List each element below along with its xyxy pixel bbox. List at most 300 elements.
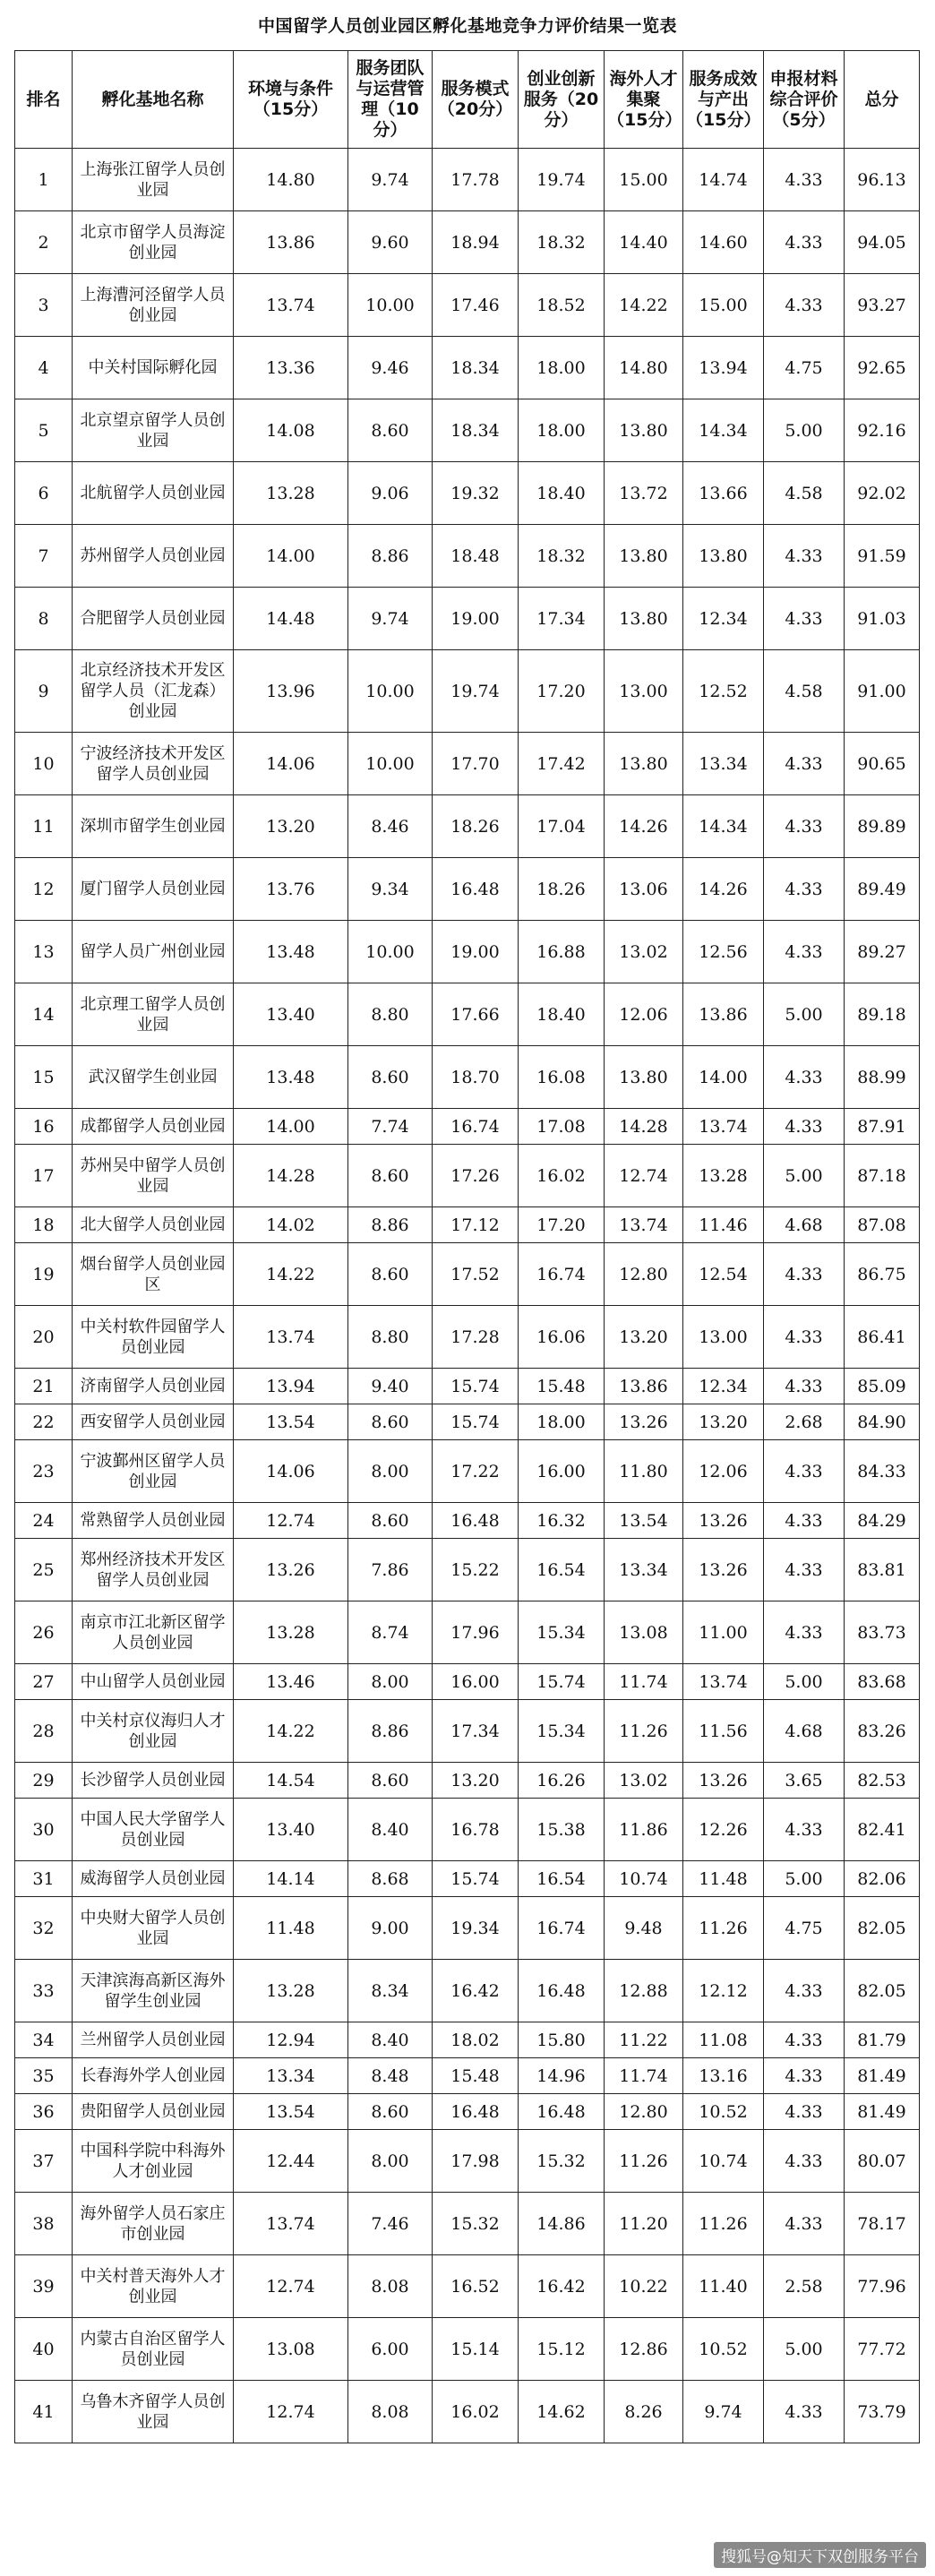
table-row (15, 2022, 920, 2058)
cell-result: 13.16 (683, 2058, 764, 2094)
table-row (15, 2193, 920, 2255)
cell-env: 13.74 (234, 2193, 348, 2255)
cell-name: 北京经济技术开发区留学人员（汇龙森）创业园 (73, 650, 234, 733)
cell-name: 长沙留学人员创业园 (73, 1763, 234, 1799)
table-row (15, 1799, 920, 1861)
cell-report: 2.58 (764, 2255, 845, 2318)
cell-total: 80.07 (845, 2130, 920, 2193)
cell-innovation: 16.74 (519, 1897, 605, 1960)
cell-innovation: 16.06 (519, 1306, 605, 1369)
cell-team: 8.86 (348, 1700, 433, 1763)
cell-team: 10.00 (348, 733, 433, 795)
cell-result: 12.06 (683, 1440, 764, 1503)
cell-report: 4.33 (764, 1046, 845, 1109)
cell-report: 4.33 (764, 2058, 845, 2094)
cell-result: 13.26 (683, 1539, 764, 1601)
cell-talent: 13.54 (605, 1503, 683, 1539)
cell-env: 13.40 (234, 983, 348, 1046)
cell-report: 4.33 (764, 274, 845, 337)
cell-report: 4.33 (764, 858, 845, 921)
cell-talent: 12.80 (605, 2094, 683, 2130)
cell-team: 8.00 (348, 1440, 433, 1503)
cell-env: 13.28 (234, 462, 348, 525)
header-env: 环境与条件（15分） (234, 51, 348, 149)
cell-talent: 14.28 (605, 1109, 683, 1145)
cell-innovation: 15.34 (519, 1601, 605, 1664)
cell-env: 13.26 (234, 1539, 348, 1601)
cell-innovation: 15.12 (519, 2318, 605, 2381)
cell-env: 13.86 (234, 211, 348, 274)
cell-env: 14.22 (234, 1243, 348, 1306)
header-result: 服务成效与产出（15分） (683, 51, 764, 149)
cell-team: 9.06 (348, 462, 433, 525)
cell-mode: 17.34 (433, 1700, 519, 1763)
cell-total: 73.79 (845, 2381, 920, 2443)
cell-talent: 14.22 (605, 274, 683, 337)
table-row (15, 525, 920, 588)
cell-result: 12.54 (683, 1243, 764, 1306)
cell-name: 北航留学人员创业园 (73, 462, 234, 525)
cell-team: 8.48 (348, 2058, 433, 2094)
cell-rank: 15 (15, 1046, 73, 1109)
cell-rank: 11 (15, 795, 73, 858)
cell-rank: 19 (15, 1243, 73, 1306)
cell-talent: 13.02 (605, 921, 683, 983)
cell-result: 14.34 (683, 795, 764, 858)
cell-rank: 1 (15, 149, 73, 211)
cell-report: 4.33 (764, 2094, 845, 2130)
cell-mode: 18.94 (433, 211, 519, 274)
cell-mode: 16.48 (433, 2094, 519, 2130)
cell-team: 8.60 (348, 1404, 433, 1440)
cell-team: 10.00 (348, 650, 433, 733)
table-row (15, 211, 920, 274)
cell-innovation: 17.20 (519, 650, 605, 733)
cell-report: 4.33 (764, 1539, 845, 1601)
cell-env: 14.48 (234, 588, 348, 650)
cell-report: 4.33 (764, 733, 845, 795)
table-row (15, 2255, 920, 2318)
cell-result: 13.74 (683, 1664, 764, 1700)
cell-result: 13.86 (683, 983, 764, 1046)
cell-env: 13.46 (234, 1664, 348, 1700)
cell-rank: 12 (15, 858, 73, 921)
table-row (15, 2094, 920, 2130)
table-row (15, 1046, 920, 1109)
cell-env: 11.48 (234, 1897, 348, 1960)
cell-total: 81.79 (845, 2022, 920, 2058)
cell-total: 85.09 (845, 1369, 920, 1404)
cell-report: 4.33 (764, 1243, 845, 1306)
table-row (15, 983, 920, 1046)
cell-name: 乌鲁木齐留学人员创业园 (73, 2381, 234, 2443)
cell-result: 11.40 (683, 2255, 764, 2318)
table-row (15, 1503, 920, 1539)
table-body (15, 149, 920, 2443)
cell-env: 14.14 (234, 1861, 348, 1897)
cell-innovation: 16.32 (519, 1503, 605, 1539)
cell-env: 12.74 (234, 2381, 348, 2443)
cell-total: 94.05 (845, 211, 920, 274)
cell-team: 8.60 (348, 1243, 433, 1306)
header-total: 总分 (845, 51, 920, 149)
cell-env: 14.54 (234, 1763, 348, 1799)
cell-total: 89.89 (845, 795, 920, 858)
cell-team: 10.00 (348, 921, 433, 983)
cell-name: 成都留学人员创业园 (73, 1109, 234, 1145)
cell-env: 13.76 (234, 858, 348, 921)
cell-innovation: 17.08 (519, 1109, 605, 1145)
cell-innovation: 16.00 (519, 1440, 605, 1503)
cell-total: 91.00 (845, 650, 920, 733)
cell-rank: 10 (15, 733, 73, 795)
cell-total: 96.13 (845, 149, 920, 211)
cell-innovation: 18.40 (519, 983, 605, 1046)
table-row (15, 650, 920, 733)
cell-name: 内蒙古自治区留学人员创业园 (73, 2318, 234, 2381)
watermark: 搜狐号@知天下双创服务平台 (714, 2542, 926, 2568)
cell-rank: 38 (15, 2193, 73, 2255)
cell-rank: 40 (15, 2318, 73, 2381)
cell-report: 4.75 (764, 1897, 845, 1960)
cell-team: 7.74 (348, 1109, 433, 1145)
cell-innovation: 16.48 (519, 2094, 605, 2130)
cell-rank: 4 (15, 337, 73, 399)
cell-rank: 14 (15, 983, 73, 1046)
cell-result: 11.56 (683, 1700, 764, 1763)
cell-result: 13.34 (683, 733, 764, 795)
table-row (15, 795, 920, 858)
cell-rank: 9 (15, 650, 73, 733)
cell-talent: 13.74 (605, 1207, 683, 1243)
cell-talent: 13.34 (605, 1539, 683, 1601)
cell-name: 长春海外学人创业园 (73, 2058, 234, 2094)
cell-innovation: 16.42 (519, 2255, 605, 2318)
table-row (15, 337, 920, 399)
cell-env: 14.02 (234, 1207, 348, 1243)
cell-talent: 13.06 (605, 858, 683, 921)
cell-innovation: 16.54 (519, 1861, 605, 1897)
table-row (15, 149, 920, 211)
cell-report: 4.33 (764, 588, 845, 650)
cell-rank: 41 (15, 2381, 73, 2443)
cell-mode: 19.00 (433, 921, 519, 983)
cell-innovation: 18.26 (519, 858, 605, 921)
cell-report: 5.00 (764, 1145, 845, 1207)
header-report: 申报材料综合评价（5分） (764, 51, 845, 149)
cell-name: 贵阳留学人员创业园 (73, 2094, 234, 2130)
cell-name: 苏州吴中留学人员创业园 (73, 1145, 234, 1207)
cell-env: 12.74 (234, 1503, 348, 1539)
cell-team: 9.74 (348, 588, 433, 650)
cell-name: 中关村普天海外人才创业园 (73, 2255, 234, 2318)
cell-total: 82.41 (845, 1799, 920, 1861)
cell-name: 上海漕河泾留学人员创业园 (73, 274, 234, 337)
header-name: 孵化基地名称 (73, 51, 234, 149)
cell-mode: 13.20 (433, 1763, 519, 1799)
cell-env: 13.34 (234, 2058, 348, 2094)
cell-team: 7.86 (348, 1539, 433, 1601)
cell-rank: 25 (15, 1539, 73, 1601)
cell-env: 13.48 (234, 1046, 348, 1109)
cell-innovation: 16.54 (519, 1539, 605, 1601)
cell-env: 12.74 (234, 2255, 348, 2318)
header-rank: 排名 (15, 51, 73, 149)
header-team: 服务团队与运营管理（10分） (348, 51, 433, 149)
cell-name: 中国人民大学留学人员创业园 (73, 1799, 234, 1861)
cell-innovation: 15.74 (519, 1664, 605, 1700)
cell-innovation: 18.00 (519, 337, 605, 399)
cell-talent: 11.22 (605, 2022, 683, 2058)
table-row (15, 921, 920, 983)
table-row (15, 2058, 920, 2094)
cell-talent: 13.80 (605, 1046, 683, 1109)
cell-team: 9.74 (348, 149, 433, 211)
cell-rank: 30 (15, 1799, 73, 1861)
cell-total: 87.18 (845, 1145, 920, 1207)
cell-innovation: 15.34 (519, 1700, 605, 1763)
cell-team: 9.46 (348, 337, 433, 399)
cell-result: 15.00 (683, 274, 764, 337)
cell-mode: 15.22 (433, 1539, 519, 1601)
cell-innovation: 18.32 (519, 211, 605, 274)
cell-team: 9.40 (348, 1369, 433, 1404)
header-innovation: 创业创新服务（20分） (519, 51, 605, 149)
cell-report: 5.00 (764, 399, 845, 462)
table-row (15, 1306, 920, 1369)
cell-report: 4.33 (764, 525, 845, 588)
table-row (15, 274, 920, 337)
cell-env: 13.54 (234, 2094, 348, 2130)
cell-result: 11.00 (683, 1601, 764, 1664)
cell-total: 82.05 (845, 1960, 920, 2022)
cell-rank: 22 (15, 1404, 73, 1440)
cell-report: 4.75 (764, 337, 845, 399)
cell-name: 济南留学人员创业园 (73, 1369, 234, 1404)
cell-result: 14.26 (683, 858, 764, 921)
cell-rank: 31 (15, 1861, 73, 1897)
cell-result: 14.00 (683, 1046, 764, 1109)
cell-total: 88.99 (845, 1046, 920, 1109)
cell-report: 4.58 (764, 650, 845, 733)
cell-team: 8.80 (348, 1306, 433, 1369)
cell-rank: 17 (15, 1145, 73, 1207)
cell-rank: 32 (15, 1897, 73, 1960)
cell-total: 77.96 (845, 2255, 920, 2318)
table-row (15, 2130, 920, 2193)
cell-team: 8.40 (348, 2022, 433, 2058)
cell-talent: 10.74 (605, 1861, 683, 1897)
cell-name: 武汉留学生创业园 (73, 1046, 234, 1109)
cell-mode: 19.74 (433, 650, 519, 733)
cell-mode: 15.48 (433, 2058, 519, 2094)
cell-env: 13.96 (234, 650, 348, 733)
cell-report: 4.33 (764, 1601, 845, 1664)
header-talent: 海外人才集聚（15分） (605, 51, 683, 149)
cell-rank: 39 (15, 2255, 73, 2318)
cell-total: 84.90 (845, 1404, 920, 1440)
cell-total: 86.41 (845, 1306, 920, 1369)
cell-name: 北京理工留学人员创业园 (73, 983, 234, 1046)
cell-talent: 13.80 (605, 733, 683, 795)
cell-mode: 15.74 (433, 1404, 519, 1440)
cell-innovation: 14.86 (519, 2193, 605, 2255)
cell-innovation: 14.96 (519, 2058, 605, 2094)
table-row (15, 1861, 920, 1897)
cell-total: 77.72 (845, 2318, 920, 2381)
cell-talent: 13.00 (605, 650, 683, 733)
cell-talent: 10.22 (605, 2255, 683, 2318)
cell-rank: 36 (15, 2094, 73, 2130)
cell-result: 10.52 (683, 2094, 764, 2130)
cell-team: 8.60 (348, 1503, 433, 1539)
cell-innovation: 14.62 (519, 2381, 605, 2443)
cell-report: 4.33 (764, 211, 845, 274)
cell-mode: 16.42 (433, 1960, 519, 2022)
cell-rank: 34 (15, 2022, 73, 2058)
cell-name: 中国科学院中科海外人才创业园 (73, 2130, 234, 2193)
cell-mode: 17.98 (433, 2130, 519, 2193)
cell-total: 82.06 (845, 1861, 920, 1897)
cell-rank: 20 (15, 1306, 73, 1369)
cell-talent: 14.40 (605, 211, 683, 274)
cell-mode: 18.34 (433, 399, 519, 462)
cell-env: 12.94 (234, 2022, 348, 2058)
cell-mode: 16.48 (433, 1503, 519, 1539)
cell-result: 10.52 (683, 2318, 764, 2381)
cell-talent: 11.74 (605, 2058, 683, 2094)
cell-mode: 18.26 (433, 795, 519, 858)
cell-total: 90.65 (845, 733, 920, 795)
cell-talent: 14.26 (605, 795, 683, 858)
cell-innovation: 16.74 (519, 1243, 605, 1306)
cell-rank: 26 (15, 1601, 73, 1664)
cell-innovation: 16.02 (519, 1145, 605, 1207)
cell-innovation: 18.00 (519, 1404, 605, 1440)
cell-talent: 12.80 (605, 1243, 683, 1306)
cell-team: 8.46 (348, 795, 433, 858)
cell-mode: 17.28 (433, 1306, 519, 1369)
header-row (15, 51, 920, 149)
cell-report: 5.00 (764, 1664, 845, 1700)
cell-mode: 19.00 (433, 588, 519, 650)
cell-innovation: 19.74 (519, 149, 605, 211)
cell-mode: 15.32 (433, 2193, 519, 2255)
cell-innovation: 15.32 (519, 2130, 605, 2193)
cell-rank: 13 (15, 921, 73, 983)
cell-result: 12.34 (683, 588, 764, 650)
cell-mode: 16.78 (433, 1799, 519, 1861)
cell-mode: 17.12 (433, 1207, 519, 1243)
cell-talent: 11.26 (605, 1700, 683, 1763)
cell-team: 8.68 (348, 1861, 433, 1897)
cell-talent: 11.74 (605, 1664, 683, 1700)
table-row (15, 1763, 920, 1799)
cell-result: 13.74 (683, 1109, 764, 1145)
cell-env: 13.20 (234, 795, 348, 858)
cell-env: 13.74 (234, 274, 348, 337)
cell-mode: 17.66 (433, 983, 519, 1046)
cell-innovation: 15.80 (519, 2022, 605, 2058)
cell-rank: 18 (15, 1207, 73, 1243)
cell-innovation: 15.38 (519, 1799, 605, 1861)
cell-env: 13.08 (234, 2318, 348, 2381)
cell-env: 13.28 (234, 1960, 348, 2022)
cell-total: 87.91 (845, 1109, 920, 1145)
cell-result: 13.80 (683, 525, 764, 588)
cell-env: 13.36 (234, 337, 348, 399)
cell-report: 5.00 (764, 2318, 845, 2381)
cell-talent: 13.80 (605, 525, 683, 588)
cell-report: 4.33 (764, 149, 845, 211)
cell-mode: 17.78 (433, 149, 519, 211)
table-row (15, 1369, 920, 1404)
cell-rank: 24 (15, 1503, 73, 1539)
table-row (15, 1243, 920, 1306)
cell-mode: 18.02 (433, 2022, 519, 2058)
cell-rank: 37 (15, 2130, 73, 2193)
cell-total: 92.65 (845, 337, 920, 399)
cell-talent: 13.26 (605, 1404, 683, 1440)
cell-innovation: 18.32 (519, 525, 605, 588)
cell-talent: 12.06 (605, 983, 683, 1046)
cell-talent: 8.26 (605, 2381, 683, 2443)
cell-result: 12.56 (683, 921, 764, 983)
cell-team: 8.80 (348, 983, 433, 1046)
cell-talent: 14.80 (605, 337, 683, 399)
cell-name: 上海张江留学人员创业园 (73, 149, 234, 211)
cell-env: 14.00 (234, 1109, 348, 1145)
cell-total: 93.27 (845, 274, 920, 337)
cell-name: 天津滨海高新区海外留学生创业园 (73, 1960, 234, 2022)
cell-report: 2.68 (764, 1404, 845, 1440)
cell-innovation: 16.26 (519, 1763, 605, 1799)
cell-name: 常熟留学人员创业园 (73, 1503, 234, 1539)
cell-mode: 17.70 (433, 733, 519, 795)
cell-env: 14.22 (234, 1700, 348, 1763)
cell-talent: 12.86 (605, 2318, 683, 2381)
cell-report: 4.58 (764, 462, 845, 525)
cell-innovation: 16.48 (519, 1960, 605, 2022)
cell-talent: 12.74 (605, 1145, 683, 1207)
cell-result: 11.26 (683, 1897, 764, 1960)
cell-rank: 28 (15, 1700, 73, 1763)
cell-report: 4.33 (764, 2381, 845, 2443)
cell-team: 9.34 (348, 858, 433, 921)
cell-total: 89.18 (845, 983, 920, 1046)
cell-name: 海外留学人员石家庄市创业园 (73, 2193, 234, 2255)
cell-name: 深圳市留学生创业园 (73, 795, 234, 858)
ranking-table (14, 50, 920, 2443)
cell-total: 83.73 (845, 1601, 920, 1664)
cell-env: 13.28 (234, 1601, 348, 1664)
cell-result: 14.60 (683, 211, 764, 274)
table-row (15, 588, 920, 650)
cell-report: 4.33 (764, 1109, 845, 1145)
cell-talent: 11.80 (605, 1440, 683, 1503)
cell-team: 8.00 (348, 2130, 433, 2193)
cell-total: 91.59 (845, 525, 920, 588)
cell-report: 4.33 (764, 2130, 845, 2193)
cell-env: 13.74 (234, 1306, 348, 1369)
cell-rank: 29 (15, 1763, 73, 1799)
cell-name: 中关村国际孵化园 (73, 337, 234, 399)
cell-innovation: 18.00 (519, 399, 605, 462)
cell-team: 6.00 (348, 2318, 433, 2381)
cell-name: 中关村京仪海归人才创业园 (73, 1700, 234, 1763)
table-row (15, 1145, 920, 1207)
cell-mode: 17.96 (433, 1601, 519, 1664)
